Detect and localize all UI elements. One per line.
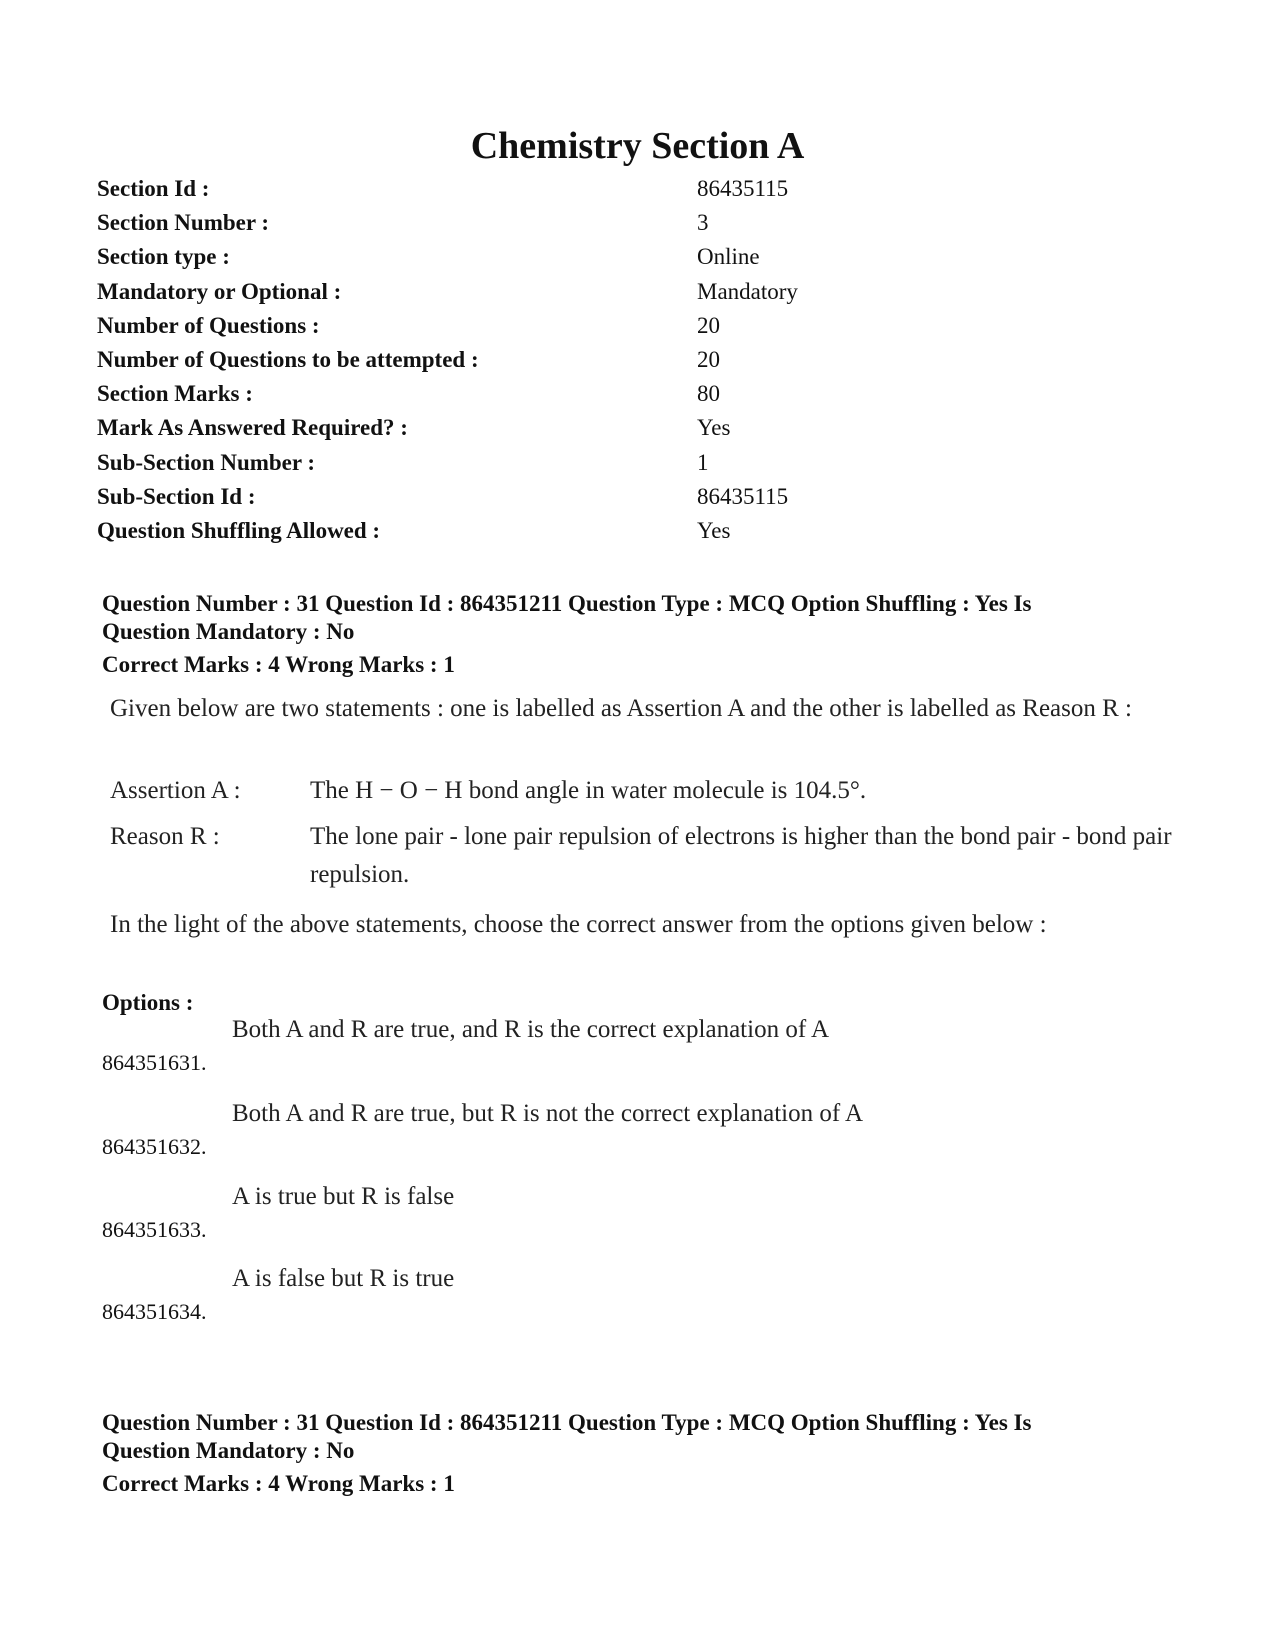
- meta-row: [97, 446, 1197, 480]
- question-header-line: Question Number : 31 Question Id : 864351211 Question Type : MCQ Option Shuffling : Yes Is: [102, 591, 1032, 616]
- question-header: [102, 590, 1202, 679]
- reason-label: Reason R :: [110, 823, 220, 850]
- meta-row: [97, 411, 1197, 445]
- meta-value: 86435115: [697, 176, 789, 202]
- question-header: [102, 1409, 1202, 1498]
- meta-row: [97, 206, 1197, 240]
- option-item: [102, 1100, 1102, 1160]
- meta-label: Section Id :: [97, 176, 210, 202]
- meta-row: [97, 343, 1197, 377]
- meta-label: Section Marks :: [97, 381, 253, 407]
- question-marks: Correct Marks : 4 Wrong Marks : 1: [102, 1471, 455, 1496]
- meta-row: [97, 240, 1197, 274]
- reason-row: [110, 818, 1200, 894]
- meta-value: 1: [697, 449, 709, 475]
- question-intro: Given below are two statements : one is labelled as Assertion A and the other is labelled as Reason R :: [110, 695, 1132, 722]
- option-item: [102, 1265, 1102, 1325]
- assertion-text: The H − O − H bond angle in water molecule is 104.5°.: [310, 777, 867, 804]
- question-header-line: Question Mandatory : No: [102, 619, 355, 644]
- meta-value: 80: [697, 381, 720, 407]
- meta-label: Mandatory or Optional :: [97, 278, 342, 304]
- question-header-line: Question Mandatory : No: [102, 1438, 355, 1463]
- meta-label: Sub-Section Id :: [97, 483, 256, 509]
- meta-value: 20: [697, 312, 720, 338]
- meta-value: 20: [697, 347, 720, 373]
- option-text: Both A and R are true, and R is the correct explanation of A: [232, 1016, 830, 1043]
- meta-label: Mark As Answered Required? :: [97, 415, 408, 441]
- meta-row: [97, 514, 1197, 548]
- option-id: 864351631.: [102, 1050, 207, 1075]
- option-text: A is false but R is true: [232, 1265, 455, 1292]
- meta-label: Number of Questions to be attempted :: [97, 347, 479, 373]
- meta-value: Yes: [697, 517, 731, 543]
- question-header-line: Question Number : 31 Question Id : 864351211 Question Type : MCQ Option Shuffling : Yes Is: [102, 1410, 1032, 1435]
- option-text: A is true but R is false: [232, 1183, 455, 1210]
- meta-value: Mandatory: [697, 278, 798, 304]
- meta-value: Yes: [697, 415, 731, 441]
- section-title: Chemistry Section A: [470, 125, 805, 167]
- reason-text: The lone pair - lone pair repulsion of electrons is higher than the bond pair - bond pair repulsion.: [310, 823, 1172, 888]
- meta-label: Number of Questions :: [97, 312, 320, 338]
- meta-row: [97, 377, 1197, 411]
- meta-label: Sub-Section Number :: [97, 449, 316, 475]
- assertion-row: [110, 772, 1200, 810]
- question-conclusion: In the light of the above statements, choose the correct answer from the options given below :: [110, 911, 1047, 938]
- option-item: [102, 1183, 1102, 1243]
- options-label: Options :: [102, 990, 194, 1015]
- question-marks: Correct Marks : 4 Wrong Marks : 1: [102, 652, 455, 677]
- meta-row: [97, 172, 1197, 206]
- meta-value: Online: [697, 244, 760, 270]
- option-text: Both A and R are true, but R is not the correct explanation of A: [232, 1100, 864, 1127]
- meta-row: [97, 309, 1197, 343]
- meta-row: [97, 275, 1197, 309]
- meta-label: Section Number :: [97, 210, 270, 236]
- section-metadata: [97, 172, 1197, 548]
- option-id: 864351632.: [102, 1134, 207, 1159]
- meta-value: 3: [697, 210, 709, 236]
- option-id: 864351633.: [102, 1217, 207, 1242]
- meta-row: [97, 480, 1197, 514]
- meta-label: Section type :: [97, 244, 230, 270]
- option-id: 864351634.: [102, 1299, 207, 1324]
- assertion-label: Assertion A :: [110, 777, 241, 804]
- meta-label: Question Shuffling Allowed :: [97, 517, 381, 543]
- option-item: [102, 1016, 1102, 1076]
- meta-value: 86435115: [697, 483, 789, 509]
